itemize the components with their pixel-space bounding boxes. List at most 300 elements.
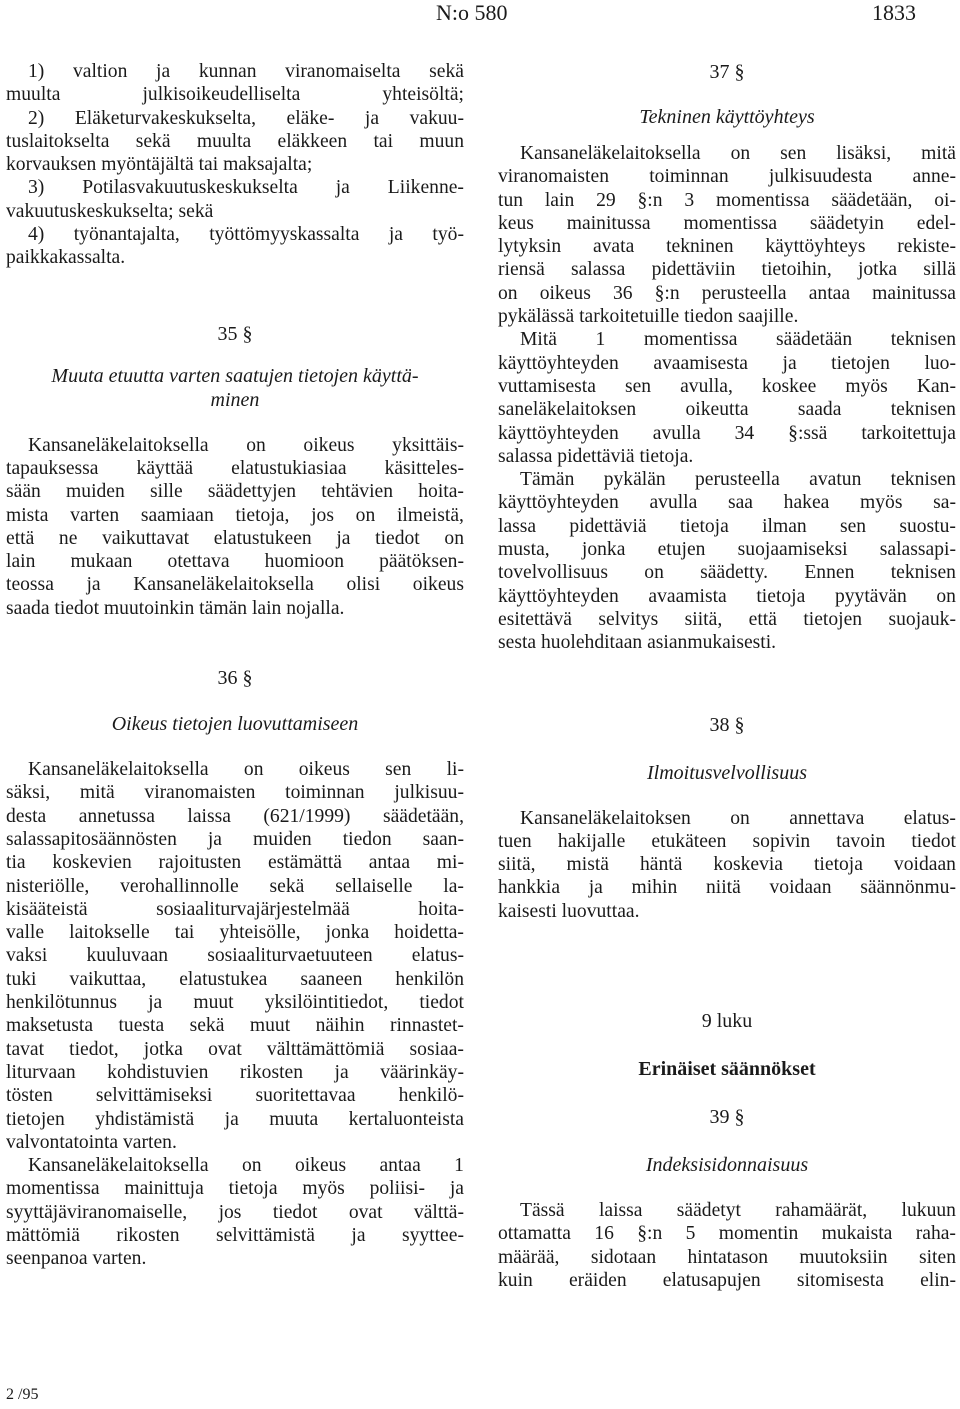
word: ovat: [208, 1038, 242, 1060]
word: että: [6, 527, 35, 549]
text-line: [6, 573, 464, 596]
text-line: vakuutuskeskukselta; sekä: [6, 200, 214, 222]
text-line: [498, 422, 956, 445]
word: lain: [544, 189, 575, 211]
word: otettava: [167, 551, 230, 573]
word: muulta: [6, 84, 61, 106]
word: tietoja: [813, 854, 863, 876]
section-37-title: Tekninen käyttöyhteys: [639, 106, 815, 128]
word: myös: [302, 1178, 345, 1200]
text-line: [6, 944, 464, 967]
word: §:n: [637, 1223, 663, 1245]
word: jos: [218, 1201, 242, 1223]
word: hakijalle: [557, 830, 626, 852]
word: muiden: [252, 828, 312, 850]
right-column: [498, 60, 956, 1292]
statute-number: N:o 580: [436, 0, 508, 25]
word: oikeus: [303, 434, 355, 456]
word: vaikuttavat: [102, 527, 190, 549]
text-line: [498, 282, 956, 305]
word: sosiaa-: [409, 1038, 464, 1060]
word: Liikenne-: [387, 177, 464, 199]
word: Kansaneläkelaitoksen: [520, 807, 691, 829]
word: 4): [28, 224, 45, 246]
word: tietoja: [228, 1178, 278, 1200]
recipient-list: [6, 60, 464, 270]
text-line: [498, 1199, 956, 1222]
word: viranomaisten: [144, 782, 256, 804]
word: käyttöyhteyden: [498, 352, 619, 374]
word: välttämättömiä: [266, 1038, 385, 1060]
word: rajoitusten: [158, 852, 242, 874]
word: suojauk-: [888, 608, 956, 630]
word: ja: [782, 352, 797, 374]
word: oikeus: [539, 282, 591, 304]
word: viranomaiselta: [285, 61, 401, 82]
word: ja: [334, 1061, 349, 1083]
word: Kan-: [916, 375, 956, 397]
word: julkisuu-: [394, 782, 464, 804]
word: sekä: [189, 1015, 225, 1037]
word: tun: [498, 189, 524, 211]
word: sekä: [429, 61, 464, 82]
section-38-number: 38 §: [709, 713, 745, 736]
word: tiedot: [911, 830, 956, 852]
word: laissa: [598, 1200, 643, 1222]
word: momentissa: [683, 212, 778, 234]
word: yhdistämistä: [95, 1108, 195, 1130]
word: kohdistuvien: [107, 1061, 209, 1083]
word: ilman: [762, 515, 807, 537]
word: oikeus: [298, 759, 350, 781]
text-line: [6, 1061, 464, 1084]
word: ja: [388, 224, 403, 246]
word: ja: [148, 992, 163, 1014]
text-line: [6, 1084, 464, 1107]
word: päätöksen-: [379, 551, 464, 573]
word: perusteella: [695, 469, 780, 491]
left-column: [6, 60, 464, 1271]
word: on: [246, 434, 266, 456]
word: salassapi-: [879, 539, 956, 561]
text-line: [6, 457, 464, 480]
word: toiminnan: [285, 782, 365, 804]
word: etukäteen: [651, 830, 727, 852]
text-line: [498, 258, 956, 281]
word: ja: [335, 177, 350, 199]
word: elatustukea: [179, 968, 268, 990]
word: suoritettavaa: [255, 1085, 356, 1107]
word: henkilön: [395, 968, 464, 990]
word: tietojen: [831, 352, 890, 374]
word: saada: [797, 399, 842, 421]
section-38-body: [498, 807, 956, 923]
word: tiedot: [272, 1201, 318, 1223]
word: yhteisölle,: [219, 922, 301, 944]
word: laitokselle: [69, 922, 150, 944]
text-line: paikkakassalta.: [6, 247, 126, 269]
text-line: [498, 585, 956, 608]
word: elatustukiasiaa: [231, 457, 347, 479]
word: tuki: [6, 968, 37, 990]
text-line: [6, 107, 464, 130]
word: välttä-: [413, 1201, 464, 1223]
word: rekiste-: [897, 236, 956, 258]
word: tapauksessa: [6, 457, 99, 479]
word: lukuun: [901, 1200, 956, 1222]
text-line: [498, 830, 956, 853]
word: säädetty.: [700, 562, 768, 584]
word: sosiaaliturvajärjestelmää: [156, 898, 350, 920]
word: koskee: [761, 375, 817, 397]
word: lytyksin: [498, 236, 562, 258]
word: on: [730, 143, 751, 164]
word: tehtävien: [321, 481, 394, 503]
text-line: [6, 1014, 464, 1037]
word: elatus-: [903, 807, 956, 829]
word: teossa: [6, 574, 54, 596]
word: eläke-: [286, 107, 335, 129]
text-line: [498, 608, 956, 631]
word: ne: [58, 527, 78, 549]
section-39-number: 39 §: [709, 1106, 745, 1129]
section-35-title: Muuta etuutta varten saatujen tietojen käyttä- minen: [51, 364, 419, 411]
word: pyytävän: [834, 585, 907, 607]
text-line: seenpanoa varten.: [6, 1248, 147, 1270]
word: tovelvollisuus: [498, 562, 608, 584]
word: käyttöyhteyden: [498, 585, 619, 607]
word: säännönmu-: [860, 877, 956, 899]
word: rikosten: [116, 1224, 180, 1246]
word: Ennen: [804, 562, 855, 584]
word: sopivin: [752, 830, 811, 852]
word: teknisen: [890, 562, 956, 584]
word: käsitteles-: [384, 457, 464, 479]
word: toiminnan: [649, 166, 729, 188]
text-line: [498, 398, 956, 421]
word: voidaan: [893, 854, 956, 876]
word: raha-: [915, 1223, 956, 1245]
word: oi-: [934, 189, 956, 211]
word: sidotaan: [590, 1246, 657, 1268]
word: tavoin: [836, 830, 886, 852]
text-line: [6, 60, 464, 83]
word: sään: [6, 481, 41, 503]
text-line: [6, 1108, 464, 1131]
word: §:n: [654, 282, 680, 304]
word: julkisoikeudelliselta: [142, 84, 301, 106]
text-line: [498, 515, 956, 538]
word: säädetyin: [809, 212, 884, 234]
word: saneläkelaitoksen: [498, 399, 637, 421]
word: käyttöyhteyden: [498, 492, 619, 514]
word: sen: [780, 143, 807, 164]
word: ja: [364, 107, 380, 129]
word: annetussa: [78, 805, 155, 827]
word: sellaiselle: [335, 875, 413, 897]
section-38-title: Ilmoitusvelvollisuus: [647, 761, 807, 784]
word: kertaluonteista: [348, 1108, 464, 1130]
word: ja: [207, 828, 222, 850]
word: siten: [918, 1246, 956, 1268]
word: avulla: [652, 422, 701, 444]
text-line: [6, 968, 464, 991]
section-36-number: 36 §: [217, 667, 253, 690]
word: nisteriölle,: [6, 875, 90, 897]
word: säädetyt: [676, 1200, 741, 1222]
word: luo-: [924, 352, 956, 374]
word: henkilö-: [398, 1085, 464, 1107]
word: kunnan: [198, 61, 257, 82]
word: henkilötunnus: [6, 992, 118, 1014]
word: momentissa: [643, 329, 738, 351]
word: Kansaneläkelaitoksella: [28, 759, 209, 781]
word: ja: [336, 527, 351, 549]
word: kisääteistä: [6, 898, 88, 920]
word: lassa: [498, 515, 537, 537]
text-line: [6, 898, 464, 921]
word: ja: [449, 1178, 464, 1200]
word: Potilasvakuutuskeskukselta: [82, 177, 298, 199]
word: avulla: [649, 492, 698, 514]
word: maksetusta: [6, 1015, 94, 1037]
word: häntä: [639, 854, 683, 876]
word: tietoihin,: [761, 259, 832, 281]
word: koskevien: [52, 852, 132, 874]
text-line: [498, 468, 956, 491]
word: 5: [685, 1223, 696, 1245]
word: että: [748, 608, 777, 630]
word: tiedot: [419, 992, 464, 1014]
word: muiden: [66, 481, 125, 503]
word: tai: [174, 922, 195, 944]
word: hintatason: [687, 1246, 769, 1268]
word: etujen: [657, 539, 706, 561]
word: Kansaneläkelaitoksella: [520, 143, 701, 164]
word: selvittämistä: [215, 1224, 315, 1246]
word: esitettävä: [498, 608, 572, 630]
text-line: [498, 1222, 956, 1245]
word: teknisen: [890, 329, 956, 351]
word: avaamisesta: [653, 352, 748, 374]
text-line: [498, 538, 956, 561]
section-35-number: 35 §: [217, 322, 253, 345]
word: rikosten: [239, 1061, 304, 1083]
word: muut: [249, 1015, 291, 1037]
text-line: [498, 235, 956, 258]
word: väärinkäy-: [380, 1061, 464, 1083]
word: 1: [454, 1155, 464, 1177]
word: selvitys: [598, 608, 659, 630]
word: lain: [6, 551, 36, 573]
word: (621/1999): [263, 805, 351, 827]
chapter-title: Erinäiset säännökset: [638, 1058, 816, 1081]
word: Eläketurvakeskukselta,: [74, 107, 257, 129]
word: siitä,: [684, 608, 723, 630]
word: kuin: [498, 1269, 533, 1291]
text-line: [6, 550, 464, 573]
text-line: [498, 1269, 956, 1292]
word: 3): [28, 177, 45, 199]
word: sosiaaliturvaetuuteen: [207, 945, 373, 967]
word: ovat: [348, 1201, 383, 1223]
word: mi-: [436, 852, 464, 874]
page-header: [0, 0, 960, 30]
word: la-: [443, 875, 464, 897]
word: vaikuttaa,: [69, 968, 147, 990]
text-line: [498, 352, 956, 375]
word: tietoja: [756, 585, 806, 607]
word: jonka: [581, 539, 626, 561]
word: ja: [156, 61, 171, 82]
section-39-title: Indeksisidonnaisuus: [645, 1154, 809, 1177]
word: ilmeistä,: [396, 504, 464, 526]
section-37-number: 37 §: [709, 61, 745, 83]
word: on: [241, 1155, 262, 1177]
word: niitä: [705, 877, 741, 899]
word: on: [644, 562, 664, 584]
word: 3: [684, 189, 695, 211]
word: antaa: [368, 852, 411, 874]
word: §:n: [637, 189, 663, 211]
word: avatun: [809, 469, 862, 491]
word: teknisen: [890, 469, 956, 491]
word: li-: [446, 759, 464, 781]
word: pidettäviin: [651, 259, 736, 281]
word: voidaan: [769, 877, 832, 899]
word: mitä: [79, 782, 115, 804]
word: antaa: [808, 282, 851, 304]
word: säädetään,: [382, 805, 464, 827]
word: säädetään: [776, 329, 853, 351]
text-line: [498, 807, 956, 830]
text-line: [6, 805, 464, 828]
word: huomioon: [264, 551, 345, 573]
text-line: [498, 876, 956, 899]
word: myös: [860, 492, 903, 514]
word: on: [444, 527, 464, 549]
word: momentin: [718, 1223, 799, 1245]
text-line: [6, 480, 464, 503]
text-line: [498, 1246, 956, 1269]
word: mihin: [631, 877, 678, 899]
word: poliisi-: [369, 1178, 426, 1200]
word: elatus-: [411, 945, 464, 967]
word: laissa: [187, 805, 231, 827]
word: antaa: [379, 1155, 421, 1177]
word: avata: [592, 236, 635, 258]
text-line: [6, 176, 464, 199]
word: mättömiä: [6, 1224, 81, 1246]
text-line: saada tiedot muutoinkin tämän lain nojalla.: [6, 597, 345, 619]
word: suojaamiseksi: [737, 539, 848, 561]
word: on: [498, 282, 518, 304]
word: työ-: [432, 224, 464, 246]
text-line: [498, 212, 956, 235]
word: vakuu-: [409, 107, 464, 129]
word: tia: [6, 852, 26, 874]
word: tiedot,: [69, 1038, 119, 1060]
word: vaksi: [6, 945, 48, 967]
word: myös: [845, 375, 888, 397]
word: desta: [6, 805, 47, 827]
word: ja: [224, 1108, 239, 1130]
word: liturvaan: [6, 1061, 76, 1083]
word: 29: [596, 189, 616, 211]
word: yksilöintitiedot,: [264, 992, 389, 1014]
word: oikeus: [412, 574, 464, 596]
word: tösten: [6, 1085, 53, 1107]
word: selvittämiseksi: [95, 1085, 213, 1107]
word: julkisuudesta: [768, 166, 873, 188]
word: jos: [311, 504, 334, 526]
footer-code: 2 /95: [6, 1386, 39, 1403]
word: saan-: [422, 828, 464, 850]
word: lisäksi,: [836, 143, 892, 164]
word: Kansaneläkelaitoksella: [28, 1155, 209, 1177]
text-line: [498, 165, 956, 188]
text-line: [6, 991, 464, 1014]
word: annettava: [789, 807, 865, 829]
text-line: [6, 83, 464, 106]
text-line: [6, 828, 464, 851]
word: syyttee-: [401, 1224, 464, 1246]
word: koskevia: [713, 854, 784, 876]
word: 16: [594, 1223, 614, 1245]
word: ottamatta: [498, 1223, 571, 1245]
word: tavat: [6, 1038, 45, 1060]
word: ja: [86, 574, 101, 596]
word: mainitussa: [566, 212, 651, 234]
word: Tämän: [520, 469, 575, 491]
word: hoidetta-: [394, 922, 464, 944]
word: keus: [498, 212, 534, 234]
text-line: kaisesti luovuttaa.: [498, 900, 640, 922]
word: saaneen: [300, 968, 363, 990]
word: salassapitosäännösten: [6, 828, 177, 850]
word: yksittäis-: [392, 434, 464, 456]
word: Mitä: [520, 329, 558, 351]
word: mukaista: [821, 1223, 893, 1245]
word: käyttöyhteys: [765, 236, 866, 258]
word: vuttamisesta: [498, 375, 596, 397]
word: eräiden: [568, 1269, 627, 1291]
word: tekninen: [666, 236, 734, 258]
word: määrää,: [498, 1246, 560, 1268]
text-line: [6, 504, 464, 527]
word: ja: [351, 1224, 366, 1246]
word: 1: [595, 329, 606, 351]
text-line: salassa pidettäviä tietoja.: [498, 445, 694, 467]
text-line: [6, 130, 464, 153]
word: Tässä: [520, 1200, 565, 1222]
text-line: [6, 1177, 464, 1200]
word: saamiaan: [140, 504, 214, 526]
word: mukaan: [70, 551, 133, 573]
word: eläkkeen: [277, 130, 348, 152]
word: sitomisesta: [796, 1269, 884, 1291]
word: työttömyyskassalta: [209, 224, 360, 246]
word: oikeutta: [685, 399, 749, 421]
word: 2): [28, 107, 45, 129]
word: edel-: [916, 212, 956, 234]
word: 1): [28, 61, 45, 82]
word: sen: [624, 375, 652, 397]
word: tietojen: [803, 608, 863, 630]
text-line: pykälässä tarkoitetuille tiedon saajille.: [498, 306, 799, 328]
word: tarkoitettuja: [861, 422, 956, 444]
word: saa: [727, 492, 754, 514]
